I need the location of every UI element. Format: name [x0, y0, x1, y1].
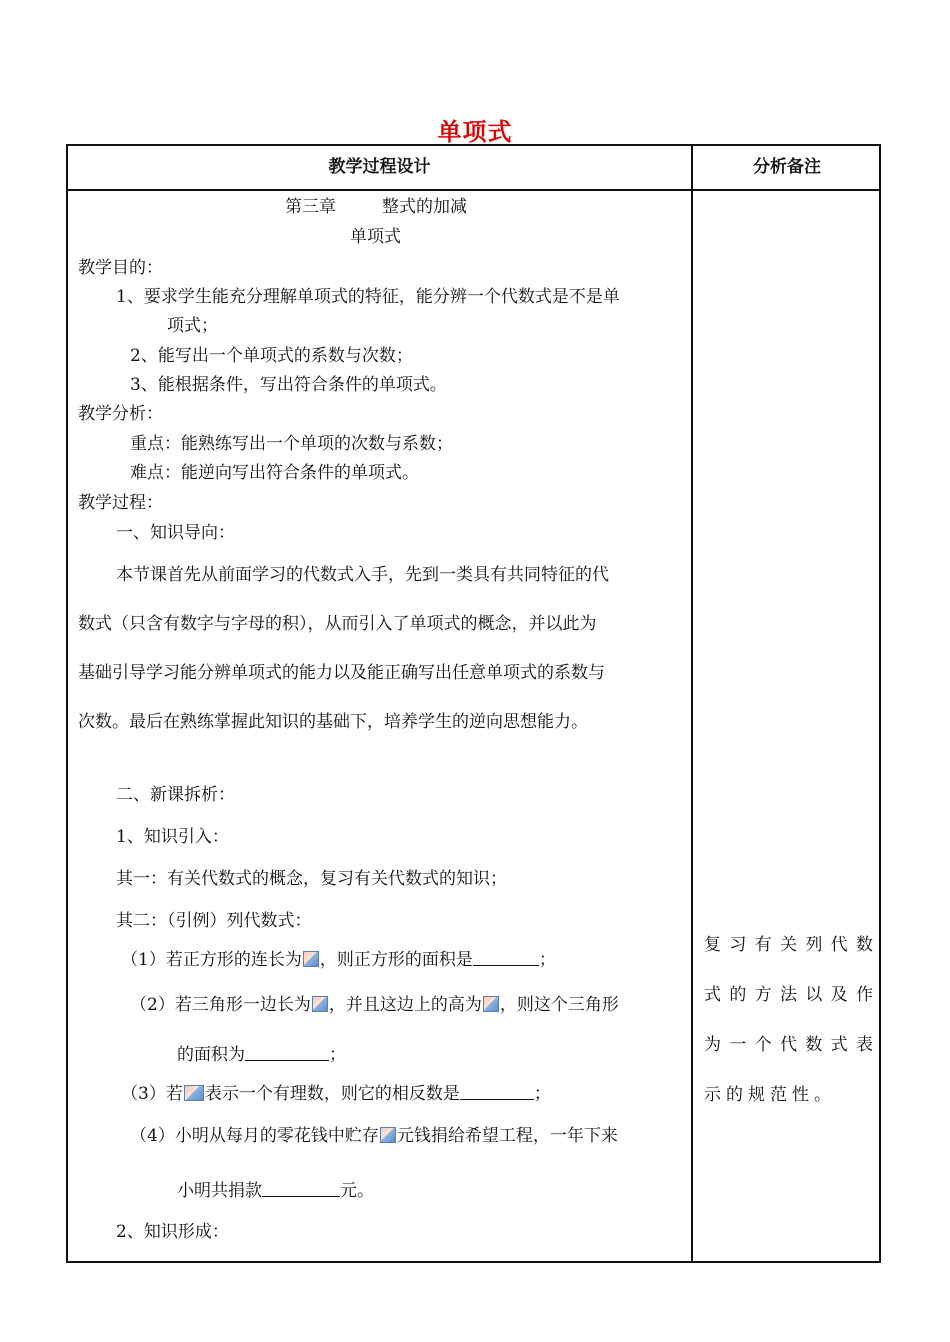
formula-image-icon [303, 951, 319, 967]
chapter-number: 第三章 [285, 197, 336, 217]
header-analysis-notes: 分析备注 [753, 157, 821, 177]
question-3-text-b: 表示一个有理数，则它的相反数是 [204, 1084, 460, 1104]
paragraph-line-1: 本节课首先从前面学习的代数式入手，先到一类具有共同特征的代 [116, 565, 609, 585]
question-2-text-d: 的面积为 [177, 1045, 245, 1065]
lesson-name: 单项式 [350, 227, 401, 247]
intro-item-2: 其二：（引例）列代数式： [116, 911, 312, 931]
process-heading: 教学过程： [78, 493, 163, 513]
answer-blank [262, 1182, 340, 1197]
question-4-line-1 [130, 1127, 618, 1145]
question-1 [121, 951, 556, 969]
analysis-remark: 复习有关列代数式的方法以及作为一个代数式表示的规范性。 [704, 935, 878, 1105]
paragraph-line-3: 基础引导学习能分辨单项式的能力以及能正确写出任意单项式的系数与 [78, 663, 605, 683]
goal-heading: 教学目的： [78, 258, 163, 278]
formula-image-icon [184, 1085, 204, 1101]
header-teaching-process: 教学过程设计 [328, 157, 431, 177]
section-2-heading: 二、新课拆析： [116, 785, 235, 805]
question-4-text-a: （4）小明从每月的零花钱中贮存 [130, 1126, 379, 1146]
question-1-text-b: ，则正方形的面积是 [319, 950, 473, 970]
subsection-1-heading: 1、知识引入： [116, 827, 229, 847]
question-1-text-c: ； [538, 950, 556, 970]
key-point: 重点：能熟练写出一个单项的次数与系数； [130, 434, 453, 454]
answer-blank [245, 1046, 329, 1061]
column-divider [691, 146, 693, 1261]
question-1-text-a: （1）若正方形的连长为 [121, 950, 302, 970]
question-4-text-c: 小明共捐款 [177, 1181, 262, 1201]
page-title: 单项式 [437, 118, 513, 146]
formula-image-icon [483, 996, 499, 1012]
question-2-text-e: ； [329, 1045, 346, 1065]
section-1-heading: 一、知识导向： [116, 523, 235, 543]
question-2-text-c: ，则这个三角形 [499, 995, 619, 1015]
formula-image-icon [380, 1127, 396, 1143]
question-4-text-d: 元。 [340, 1181, 374, 1201]
question-3-text-a: （3）若 [121, 1084, 183, 1104]
question-4-line-2 [177, 1182, 374, 1200]
question-3 [121, 1085, 551, 1103]
answer-blank [460, 1085, 534, 1100]
chapter-title: 整式的加减 [382, 197, 467, 217]
question-2-text-b: ，并且这边上的高为 [328, 995, 482, 1015]
formula-image-icon [312, 996, 328, 1012]
paragraph-line-4: 次数。最后在熟练掌握此知识的基础下，培养学生的逆向思想能力。 [78, 712, 588, 732]
goal-2: 2、能写出一个单项式的系数与次数； [130, 346, 413, 366]
answer-blank [473, 951, 539, 966]
question-3-text-c: ； [533, 1084, 551, 1104]
analysis-heading: 教学分析： [78, 404, 163, 424]
question-4-text-b: 元钱捐给希望工程，一年下来 [396, 1126, 618, 1146]
goal-3: 3、能根据条件，写出符合条件的单项式。 [130, 375, 447, 395]
goal-1-line-2: 项式； [167, 316, 218, 336]
subsection-2-heading: 2、知识形成： [116, 1222, 229, 1242]
goal-1-line-1: 1、要求学生能充分理解单项式的特征，能分辨一个代数式是不是单 [116, 287, 620, 307]
question-2-line-2 [177, 1046, 346, 1064]
question-2-line-1 [130, 996, 619, 1014]
intro-item-1: 其一：有关代数式的概念，复习有关代数式的知识； [116, 869, 507, 889]
header-divider [68, 189, 879, 191]
difficulty-point: 难点：能逆向写出符合条件的单项式。 [130, 463, 419, 483]
paragraph-line-2: 数式（只含有数字与字母的积），从而引入了单项式的概念，并以此为 [78, 614, 597, 634]
question-2-text-a: （2）若三角形一边长为 [130, 995, 311, 1015]
